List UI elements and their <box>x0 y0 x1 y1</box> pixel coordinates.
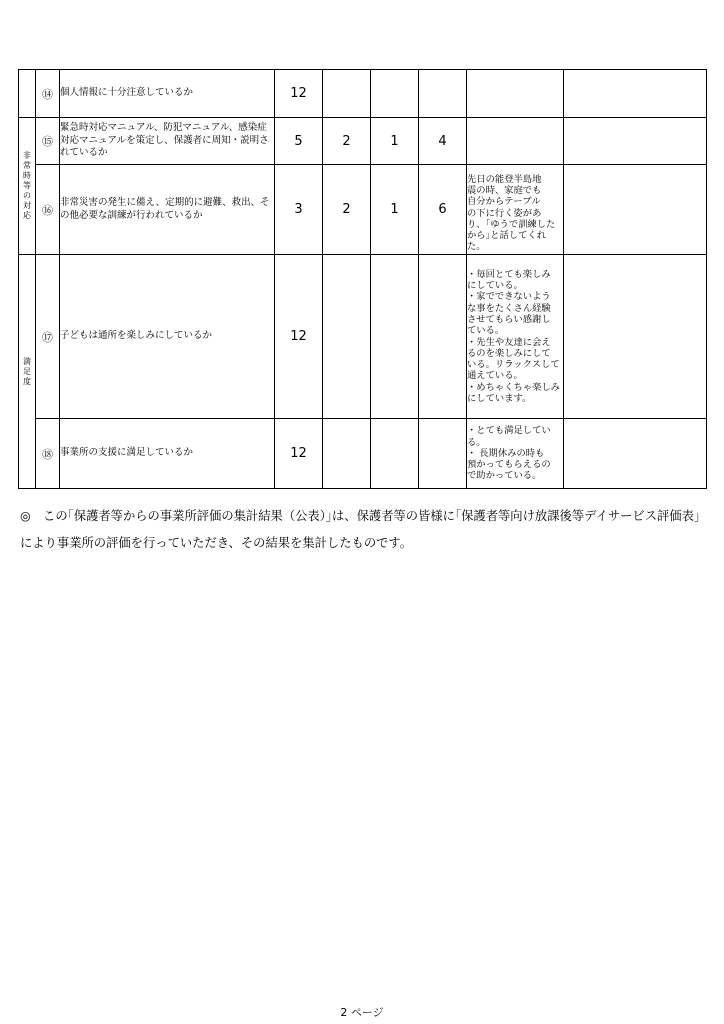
comment-line: 震の時、家庭でも <box>467 184 542 196</box>
comment-line: ・先生や友達に会え <box>467 336 551 348</box>
comment-line: ・めちゃくちゃ楽しみ <box>467 381 560 393</box>
comment-line: 自分からテーブル <box>467 196 541 208</box>
count-yes: 12 <box>275 419 323 489</box>
comment-cell <box>467 255 564 419</box>
category-cell-empty <box>19 70 36 118</box>
evaluation-table <box>18 69 707 489</box>
count-unknown <box>419 255 467 419</box>
table-row-17 <box>19 255 707 419</box>
table-row-15 <box>19 118 707 165</box>
comment-line: で助かっている。 <box>467 470 542 482</box>
comment-cell <box>467 419 564 489</box>
page-number: 2 ページ <box>340 1006 384 1019</box>
comment-line: り、｢ゆうで訓練した <box>467 218 556 230</box>
count-neutral <box>323 419 371 489</box>
question-text: 事業所の支援に満足しているか <box>60 419 275 489</box>
count-no <box>371 255 419 419</box>
question-text: 非常災害の発生に備え、定期的に避難、救出、その他必要な訓練が行われているか <box>60 165 275 255</box>
count-yes: 12 <box>275 255 323 419</box>
comment-line: るのを楽しみにして <box>467 347 551 359</box>
count-yes: 12 <box>275 70 323 118</box>
comment-line: ・家でできないよう <box>467 291 551 303</box>
question-number: ⑯ <box>36 165 60 255</box>
comment-line: 預かってもらえるの <box>467 459 551 471</box>
response-cell <box>564 419 707 489</box>
response-cell <box>564 255 707 419</box>
comment-line: 通えている。 <box>467 370 523 382</box>
comment-line: ・とても満足してい <box>467 425 551 437</box>
comment-line: にしています。 <box>467 392 532 404</box>
response-cell <box>564 118 707 165</box>
question-number: ⑱ <box>36 419 60 489</box>
comment-line: ・ 長期休みの時も <box>467 447 545 459</box>
question-number: ⑰ <box>36 255 60 419</box>
count-yes: 5 <box>275 118 323 165</box>
count-no: 1 <box>371 165 419 255</box>
table-row-18 <box>19 419 707 489</box>
comment-line: ている。 <box>467 325 505 337</box>
footnote: ◎ この｢保護者等からの事業所評価の集計結果（公表）｣は、保護者等の皆様に｢保護者等向け放課後等デイサービス評価表｣により事業所の評価を行っていただき、その結果を集計したものです。 <box>20 509 701 550</box>
question-text: 個人情報に十分注意しているか <box>60 70 275 118</box>
table-row-16 <box>19 165 707 255</box>
count-neutral: 2 <box>323 118 371 165</box>
count-no <box>371 70 419 118</box>
comment-line: た。 <box>467 241 486 253</box>
count-neutral <box>323 255 371 419</box>
response-cell <box>564 165 707 255</box>
category-emergency: 非常時等の対応 <box>19 118 36 255</box>
count-neutral <box>323 70 371 118</box>
comment-line: させてもらい感謝し <box>467 313 551 325</box>
count-yes: 3 <box>275 165 323 255</box>
comment-line: ・毎回とても楽しみ <box>467 268 551 280</box>
count-unknown: 6 <box>419 165 467 255</box>
table-row-14 <box>19 70 707 118</box>
comment-line: にしている。 <box>467 280 523 292</box>
question-text: 子どもは通所を楽しみにしているか <box>60 255 275 419</box>
comment-line: な事をたくさん経験 <box>467 302 551 314</box>
comment-line: る。 <box>467 436 486 448</box>
category-satisfaction: 満足度 <box>19 255 36 489</box>
comment-line: 先日の能登半島地 <box>467 173 542 185</box>
count-unknown <box>419 70 467 118</box>
comment-cell <box>467 165 564 255</box>
comment-line: の下に行く姿があ <box>467 207 542 219</box>
question-number: ⑭ <box>36 70 60 118</box>
question-text: 緊急時対応マニュアル、防犯マニュアル、感染症対応マニュアルを策定し、保護者に周知・説明されているか <box>60 118 275 165</box>
comment-line: いる。リラックスして <box>467 359 560 371</box>
count-unknown <box>419 419 467 489</box>
count-no: 1 <box>371 118 419 165</box>
comment-cell <box>467 70 564 118</box>
response-cell <box>564 70 707 118</box>
comment-line: から｣と話してくれ <box>467 230 547 242</box>
count-neutral: 2 <box>323 165 371 255</box>
count-no <box>371 419 419 489</box>
question-number: ⑮ <box>36 118 60 165</box>
comment-cell <box>467 118 564 165</box>
count-unknown: 4 <box>419 118 467 165</box>
